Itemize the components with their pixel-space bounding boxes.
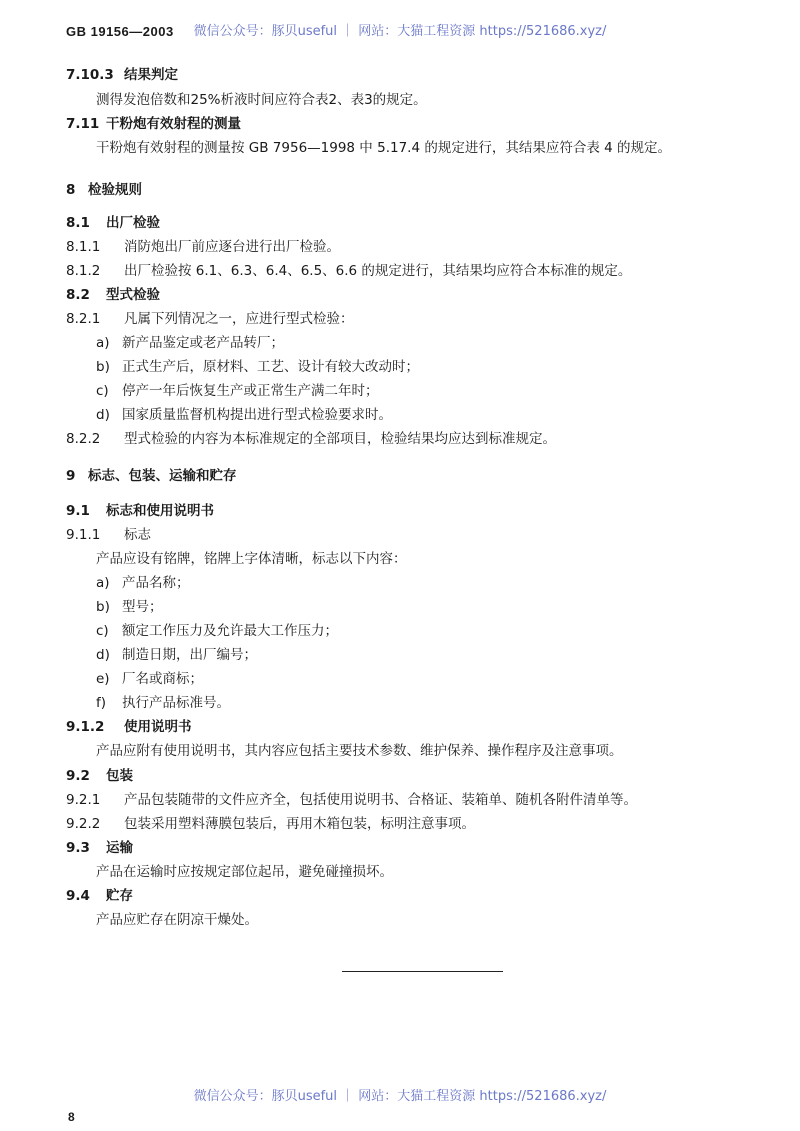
paragraph-line [96, 91, 427, 109]
clause-text: 产品包装随带的文件应齐全，包括使用说明书、合格证、装箱单、随机各附件清单等。 [124, 792, 637, 808]
list-item [96, 334, 284, 352]
clause-number: 8.1.2 [66, 263, 101, 279]
clause-text: 新产品鉴定或老产品转厂； [122, 335, 284, 351]
clause-text: 干粉炮有效射程的测量 [106, 116, 241, 132]
clause-line [66, 718, 192, 736]
list-item [96, 574, 190, 592]
clause-number: 7.11 [66, 116, 100, 132]
list-item [96, 622, 338, 640]
clause-number: 9.2.1 [66, 792, 101, 808]
clause-text: 包装 [106, 768, 133, 784]
clause-number: 9.1.2 [66, 719, 105, 735]
clause-number: 9 [66, 468, 76, 484]
clause-text: 产品应贮存在阴凉干燥处。 [96, 912, 258, 928]
clause-number: 8 [66, 182, 76, 198]
paragraph-line [96, 911, 258, 929]
clause-number: 9.1.1 [66, 527, 101, 543]
clause-text: 厂名或商标； [122, 671, 203, 687]
clause-number: 9.2 [66, 768, 90, 784]
paragraph-line [96, 139, 671, 157]
end-rule [342, 971, 503, 972]
list-item [96, 358, 419, 376]
list-item [96, 694, 230, 712]
clause-line [66, 214, 160, 232]
clause-text: 使用说明书 [124, 719, 192, 735]
clause-text: 额定工作压力及允许最大工作压力； [122, 623, 338, 639]
list-item [96, 382, 379, 400]
paragraph-line [96, 550, 407, 568]
list-item [96, 646, 257, 664]
clause-text: 停产一年后恢复生产或正常生产满二年时； [122, 383, 379, 399]
clause-number: f) [96, 695, 107, 711]
clause-text: 消防炮出厂前应逐台进行出厂检验。 [124, 239, 340, 255]
clause-text: 标志和使用说明书 [106, 503, 214, 519]
clause-line [66, 791, 637, 809]
clause-text: 运输 [106, 840, 133, 856]
clause-number: c) [96, 383, 109, 399]
clause-number: 9.1 [66, 503, 90, 519]
list-item [96, 670, 203, 688]
clause-text: 标志、包装、运输和贮存 [88, 468, 237, 484]
clause-number: 7.10.3 [66, 67, 114, 83]
clause-text: 型式检验 [106, 287, 160, 303]
clause-text: 产品在运输时应按规定部位起吊，避免碰撞损坏。 [96, 864, 393, 880]
clause-line [66, 181, 142, 199]
clause-text: 产品应附有使用说明书，其内容应包括主要技术参数、维护保养、操作程序及注意事项。 [96, 743, 623, 759]
clause-text: 标志 [124, 527, 151, 543]
clause-line [66, 310, 354, 328]
clause-line [66, 467, 237, 485]
clause-text: 出厂检验 [106, 215, 160, 231]
list-item [96, 406, 392, 424]
clause-text: 产品应设有铭牌，铭牌上字体清晰，标志以下内容： [96, 551, 407, 567]
clause-text: 贮存 [106, 888, 133, 904]
clause-line [66, 262, 631, 280]
clause-text: 型号； [122, 599, 163, 615]
clause-number: a) [96, 575, 110, 591]
page-number: 8 [68, 1110, 75, 1124]
clause-number: 8.2.1 [66, 311, 101, 327]
clause-line [66, 767, 133, 785]
clause-number: 8.2.2 [66, 431, 101, 447]
clause-number: d) [96, 647, 110, 663]
clause-text: 型式检验的内容为本标准规定的全部项目，检验结果均应达到标准规定。 [124, 431, 556, 447]
clause-line [66, 286, 160, 304]
clause-line [66, 815, 475, 833]
clause-number: b) [96, 599, 110, 615]
clause-text: 检验规则 [88, 182, 142, 198]
clause-line [66, 839, 133, 857]
clause-number: a) [96, 335, 110, 351]
clause-line [66, 115, 241, 133]
clause-text: 凡属下列情况之一，应进行型式检验： [124, 311, 354, 327]
clause-number: 8.2 [66, 287, 90, 303]
clause-line [66, 430, 556, 448]
clause-text: 包装采用塑料薄膜包装后，再用木箱包装，标明注意事项。 [124, 816, 475, 832]
clause-number: 9.2.2 [66, 816, 101, 832]
clause-text: 国家质量监督机构提出进行型式检验要求时。 [122, 407, 392, 423]
clause-text: 干粉炮有效射程的测量按 GB 7956—1998 中 5.17.4 的规定进行，其结果应符合表 4 的规定。 [96, 140, 672, 156]
clause-number: c) [96, 623, 109, 639]
clause-line [66, 887, 133, 905]
clause-text: 执行产品标准号。 [122, 695, 230, 711]
paragraph-line [96, 863, 393, 881]
clause-line [66, 526, 151, 544]
clause-number: 9.3 [66, 840, 90, 856]
clause-number: 8.1 [66, 215, 90, 231]
list-item [96, 598, 163, 616]
clause-number: d) [96, 407, 110, 423]
clause-text: 测得发泡倍数和25%析液时间应符合表2、表3的规定。 [96, 92, 427, 108]
paragraph-line [96, 742, 623, 760]
clause-number: 9.4 [66, 888, 90, 904]
watermark-bottom: 微信公众号：豚贝useful ｜ 网站：大猫工程资源 https://521686.xyz/ [193, 1089, 607, 1104]
standard-number: GB 19156—2003 [66, 24, 174, 39]
clause-line [66, 238, 340, 256]
watermark-top: 微信公众号：豚贝useful ｜ 网站：大猫工程资源 https://521686.xyz/ [193, 24, 607, 39]
clause-text: 制造日期，出厂编号； [122, 647, 257, 663]
clause-text: 正式生产后，原材料、工艺、设计有较大改动时； [122, 359, 419, 375]
clause-text: 出厂检验按 6.1、6.3、6.4、6.5、6.6 的规定进行，其结果均应符合本标准的规定。 [124, 263, 632, 279]
clause-number: b) [96, 359, 110, 375]
clause-line [66, 66, 178, 84]
clause-number: 8.1.1 [66, 239, 101, 255]
clause-text: 结果判定 [124, 67, 178, 83]
clause-line [66, 502, 214, 520]
clause-number: e) [96, 671, 110, 687]
clause-text: 产品名称； [122, 575, 190, 591]
